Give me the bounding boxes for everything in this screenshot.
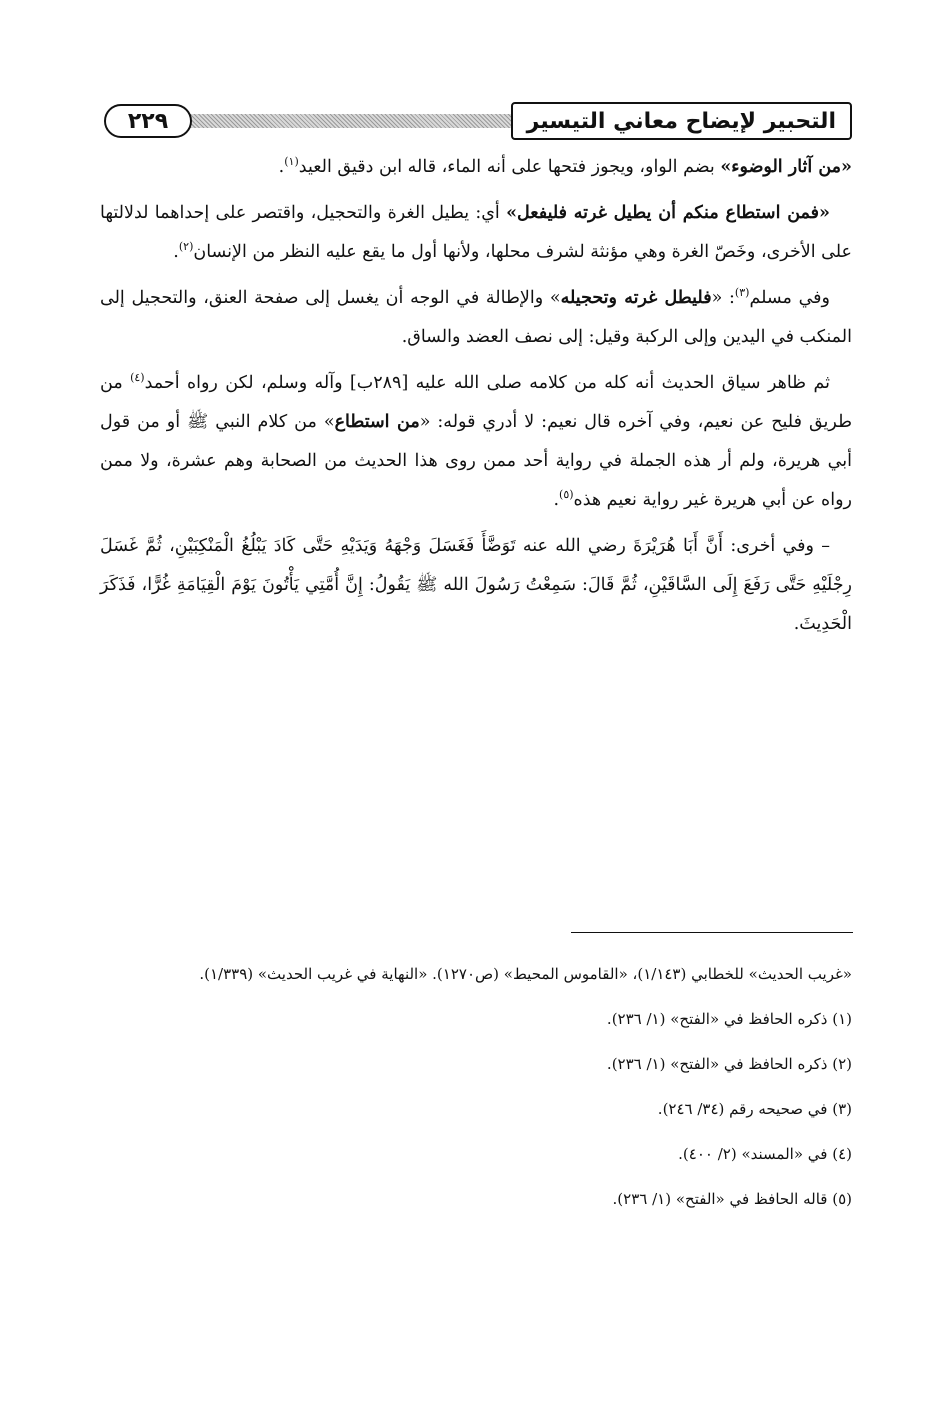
paragraph-text: .	[278, 157, 285, 177]
quoted-phrase: فليطل غرته وتحجيله	[560, 288, 712, 308]
footnote: (٣) في صحيحه رقم (٣٤/ ٢٤٦).	[657, 1100, 852, 1118]
footnote: (٢) ذكره الحافظ في «الفتح» (١/ ٢٣٦).	[606, 1055, 852, 1073]
footnote: (٤) في «المسند» (٢/ ٤٠٠).	[678, 1145, 852, 1163]
running-title: التحبير لإيضاح معاني التيسير	[511, 102, 852, 140]
paragraph-text: وفي مسلم	[749, 288, 830, 308]
footnote-ref: (٣)	[734, 286, 750, 300]
paragraph-3	[100, 279, 852, 357]
paragraph-text: .	[173, 242, 179, 262]
quoted-phrase: «من آثار الوضوء»	[720, 157, 852, 177]
paragraph-text: : «	[711, 288, 735, 308]
paragraph-2	[100, 194, 852, 272]
main-text	[100, 148, 852, 651]
footnote-ref: (٢)	[178, 240, 194, 254]
paragraph-text: ثم ظاهر سياق الحديث أنه كله من كلامه صلى الله عليه [٢٨٩ب] وآله وسلم، لكن رواه أحمد	[144, 373, 830, 393]
paragraph-text: بضم الواو، ويجوز فتحها على أنه الماء، قاله ابن دقيق العيد	[298, 157, 721, 177]
paragraph-text: .	[553, 490, 560, 510]
paragraph-text: من طريق فليح عن نعيم، وفي آخره قال نعيم: لا أدري قوله: «	[100, 373, 853, 432]
hadith-text: – وفي أخرى: أَنَّ أَبَا هُرَيْرَةَ رضي الله عنه تَوَضَّأَ فَغَسَلَ وَجْهَهُ وَيَدَيْهِ حَتَّى كَادَ يَبْلُغُ الْمَنْكِبَيْنِ، ثُمَّ غَسَلَ رِجْلَيْهِ حَتَّى رَفَعَ إِلَى السَّاقَيْنِ، ثُمَّ قَالَ: سَمِعْتُ رَسُولَ الله ﷺ يَقُولُ: إِنَّ أُمَّتِي يَأْتُونَ يَوْمَ الْقِيَامَةِ غُرًّا، فَذَكَرَ الْحَدِيثَ.	[100, 536, 852, 634]
paragraph-text: » والإطالة في الوجه أن يغسل إلى صفحة العنق، والتحجيل إلى المنكب في اليدين وإلى الركبة وقيل: إلى نصف العضد والساق.	[100, 288, 852, 347]
footnote-ref: (٤)	[130, 371, 145, 385]
paragraph-5	[100, 527, 852, 644]
footnote-separator	[571, 932, 853, 933]
page-number: ٢٢٩	[104, 104, 192, 138]
footnote: (٥) قاله الحافظ في «الفتح» (١/ ٢٣٦).	[612, 1190, 852, 1208]
footnotes	[100, 962, 852, 1232]
quoted-phrase: من استطاع	[334, 412, 420, 432]
footnote-ref: (٥)	[559, 488, 574, 502]
paragraph-text: » من كلام النبي ﷺ أو من قول أبي هريرة، ولم أر هذه الجملة في رواية أحد ممن روى هذا الحديث من الصحابة وهم عشرة، ولا ممن رواه عن أبي هريرة غير رواية نعيم هذه	[100, 412, 852, 510]
paragraph-text: أي: يطيل الغرة والتحجيل، واقتصر على إحداهما لدلالتها على الأخرى، وخَصّ الغرة وهي مؤنثة لشرف محلها، ولأنها أول ما يقع عليه النظر من الإنسان	[100, 203, 852, 262]
footnote-ref: (١)	[284, 155, 299, 169]
page-header	[100, 100, 852, 142]
quoted-phrase: «فمن استطاع منكم أن يطيل غرته فليفعل»	[506, 203, 830, 223]
paragraph-4	[100, 364, 852, 520]
footnote: (١) ذكره الحافظ في «الفتح» (١/ ٢٣٦).	[606, 1010, 852, 1028]
footnote: «غريب الحديث» للخطابي (١/١٤٣)، «القاموس المحيط» (ص١٢٧٠). «النهاية في غريب الحديث» (١/٣٣٩).	[199, 965, 852, 983]
paragraph-1	[100, 148, 852, 187]
